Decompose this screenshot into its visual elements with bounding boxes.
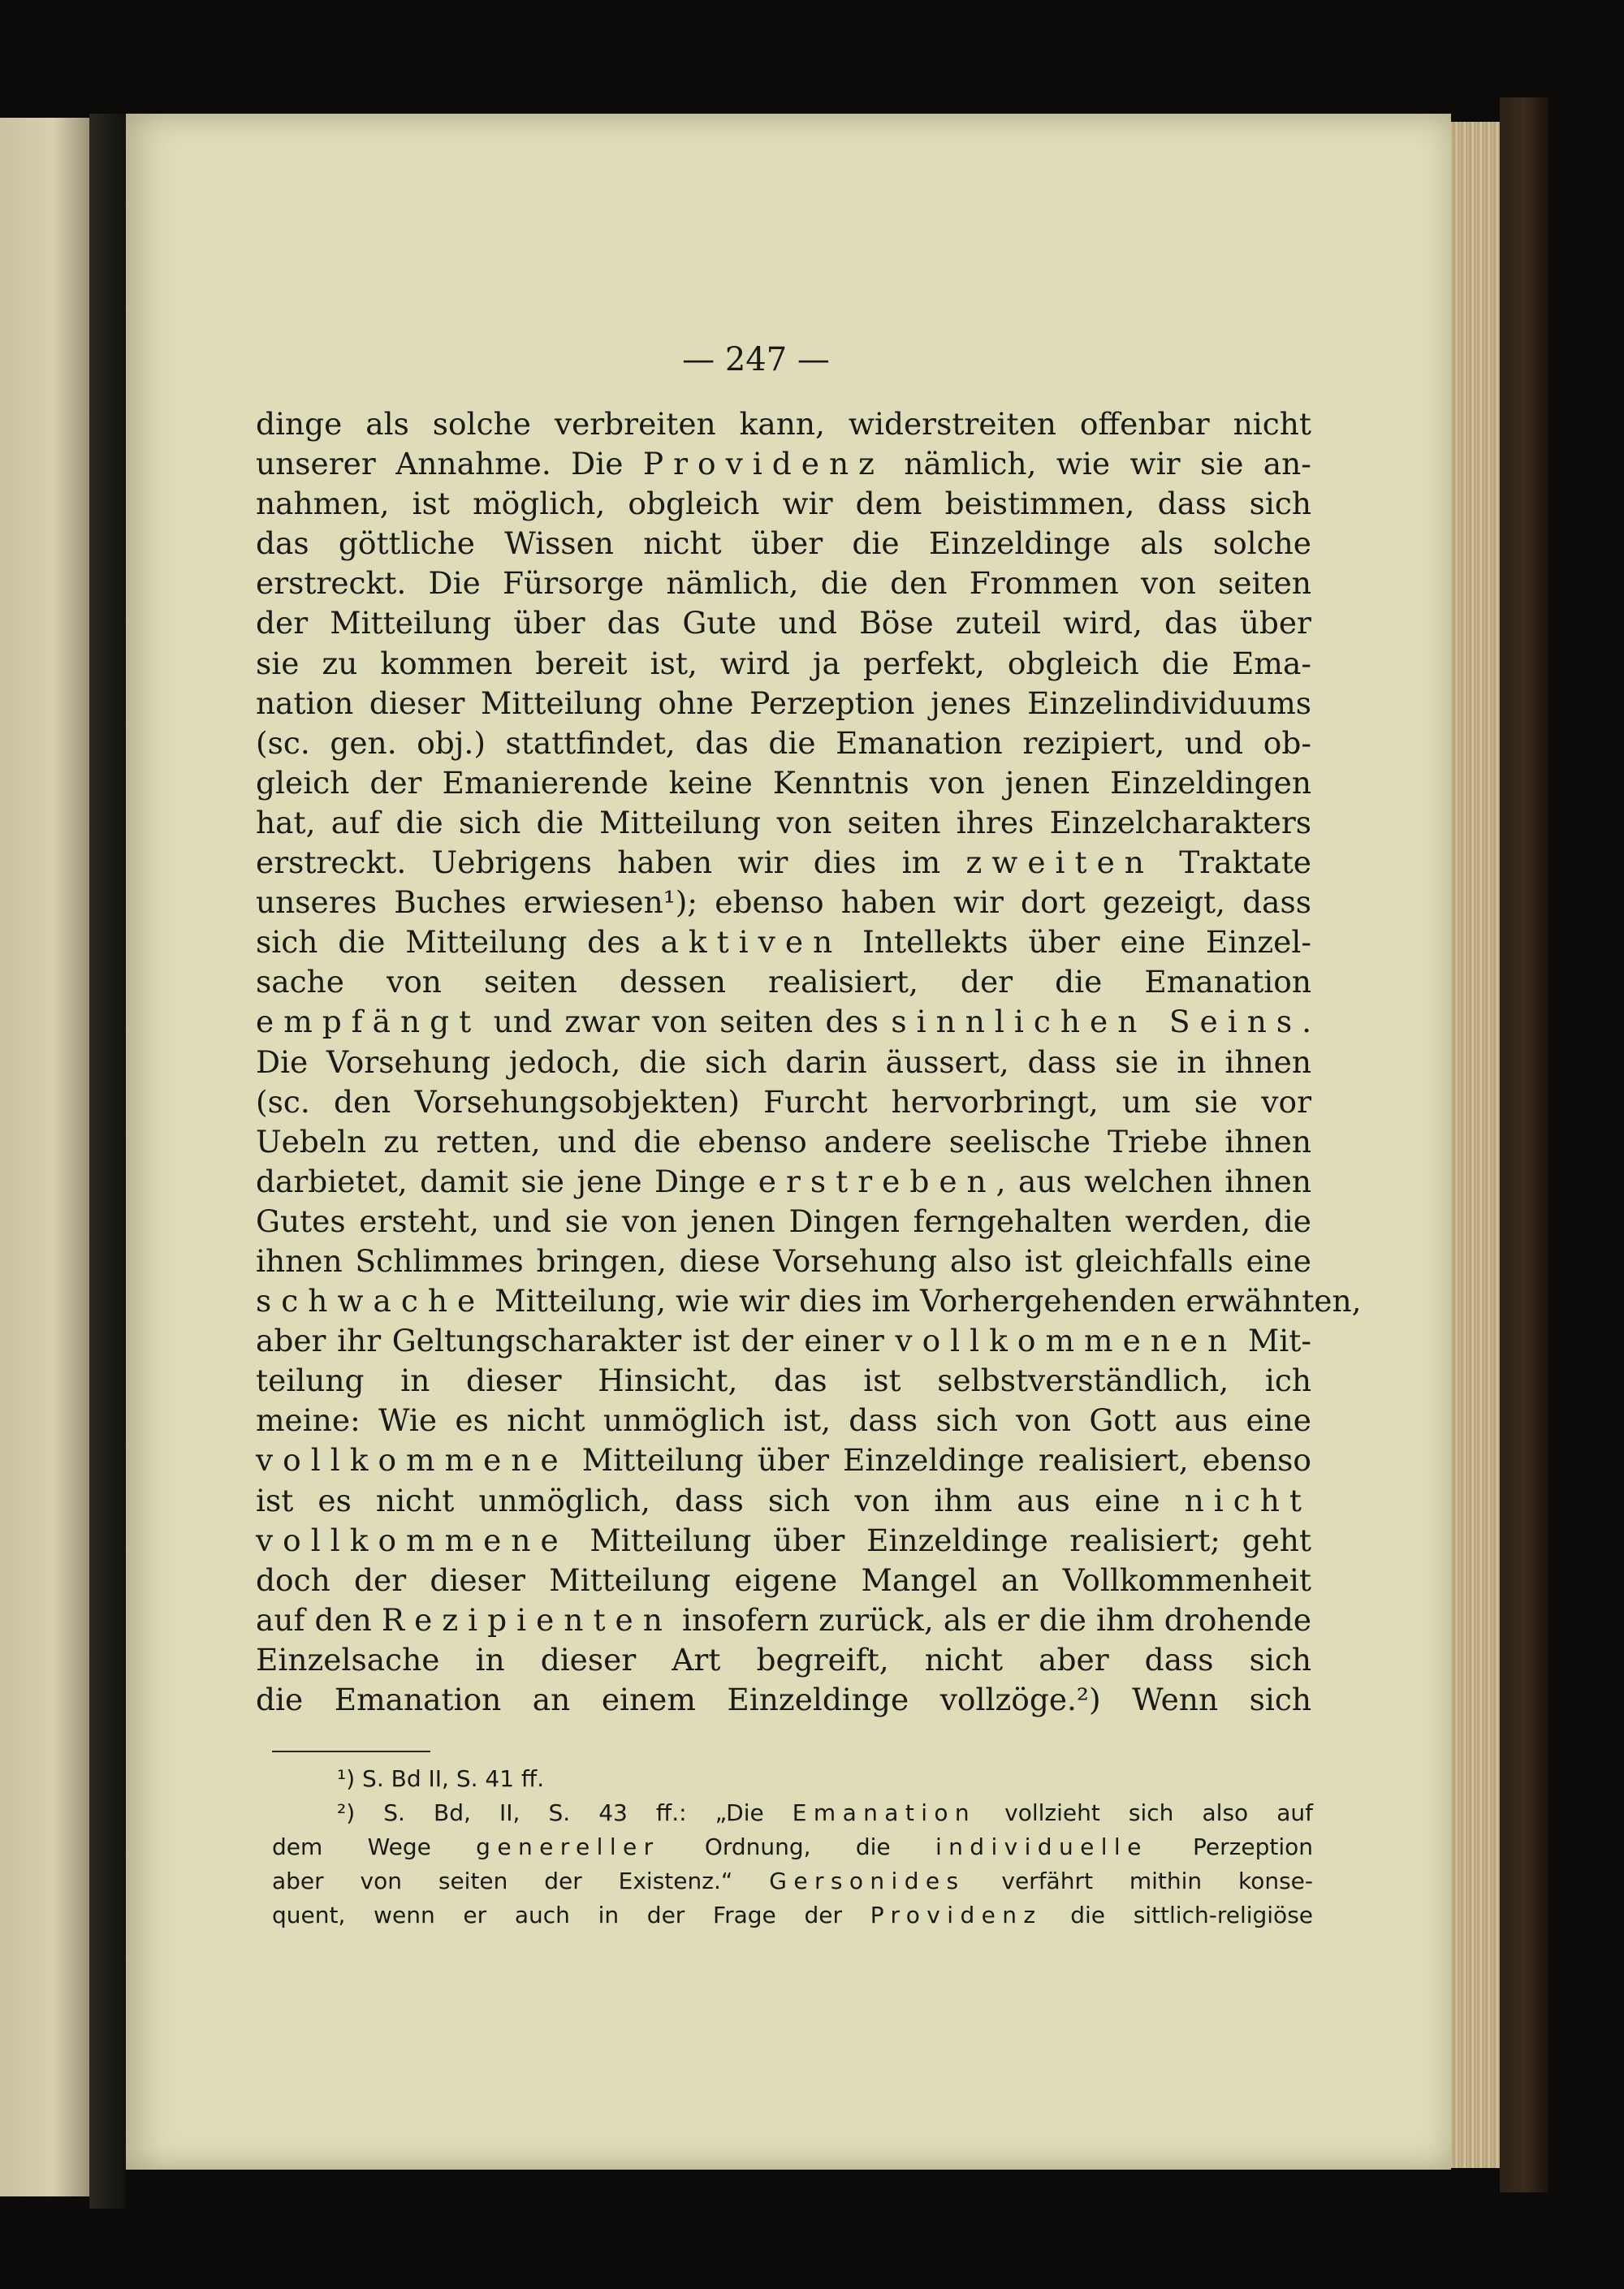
- body-line: darbietet, damit sie jene Dinge erstreben, aus welchen ihnen: [256, 1163, 1311, 1199]
- book-gutter: [89, 114, 126, 2209]
- book-cover-edge: [1500, 97, 1548, 2192]
- body-line: sache von seiten dessen realisiert, der die Emanation: [256, 964, 1311, 1000]
- spaced-emphasis: Gersonides: [769, 1868, 965, 1894]
- body-line: empfängt und zwar von seiten des sinnlichen Seins.: [256, 1004, 1312, 1040]
- left-page-edge: [0, 118, 89, 2196]
- body-line: sie zu kommen bereit ist, wird ja perfekt, obgleich die Ema-: [256, 645, 1311, 681]
- page-stack-edges: [1451, 122, 1500, 2168]
- body-line: dinge als solche verbreiten kann, widerstreiten offenbar nicht: [256, 406, 1311, 442]
- spaced-emphasis: zweiten: [965, 844, 1154, 881]
- spaced-emphasis: schwache: [256, 1283, 486, 1319]
- spaced-emphasis: sinnlichen Seins: [891, 1004, 1302, 1040]
- body-line: schwache Mitteilung, wie wir dies im Vorhergehenden erwähnten,: [256, 1283, 1362, 1319]
- spaced-emphasis: individuelle: [935, 1833, 1148, 1860]
- body-line: der Mitteilung über das Gute und Böse zuteil wird, das über: [256, 605, 1311, 641]
- body-line: hat, auf die sich die Mitteilung von seiten ihres Einzelcharakters: [256, 804, 1311, 840]
- body-line: (sc. den Vorsehungsobjekten) Furcht hervorbringt, um sie vor: [256, 1083, 1311, 1120]
- spaced-emphasis: empfängt: [256, 1004, 482, 1040]
- body-line: aber ihr Geltungscharakter ist der einer vollkommenen Mit-: [256, 1323, 1311, 1359]
- body-line: meine: Wie es nicht unmöglich ist, dass sich von Gott aus eine: [256, 1402, 1311, 1439]
- body-line: sich die Mitteilung des aktiven Intellekts über eine Einzel-: [256, 924, 1311, 961]
- body-line: unseres Buches erwiesen¹); ebenso haben wir dort gezeigt, dass: [256, 884, 1311, 921]
- footnote-rule: [272, 1751, 430, 1752]
- body-line: unserer Annahme. Die Providenz nämlich, wie wir sie an-: [256, 446, 1311, 482]
- spaced-emphasis: vollkommene: [256, 1522, 568, 1558]
- body-line: vollkommene Mitteilung über Einzeldinge realisiert, ebenso: [256, 1442, 1311, 1479]
- footnotes: [272, 1762, 1313, 1933]
- spaced-emphasis: vollkommene: [256, 1442, 568, 1479]
- footnote-line: quent, wenn er auch in der Frage der Providenz die sittlich-religiöse: [272, 1902, 1314, 1928]
- spaced-emphasis: vollkommenen: [895, 1323, 1237, 1359]
- body-line: Uebeln zu retten, und die ebenso andere seelische Triebe ihnen: [256, 1123, 1311, 1160]
- spaced-emphasis: Providenz: [642, 446, 884, 482]
- body-line: doch der dieser Mitteilung eigene Mangel an Vollkommenheit: [256, 1561, 1311, 1598]
- spaced-emphasis: erstreben: [758, 1163, 996, 1199]
- footnote-line: dem Wege genereller Ordnung, die individuelle Perzeption: [272, 1833, 1313, 1860]
- body-line: das göttliche Wissen nicht über die Einzeldinge als solche: [256, 525, 1311, 562]
- footnote-line: ²) S. Bd, II, S. 43 ff.: „Die Emanation vollzieht sich also auf: [337, 1799, 1314, 1826]
- spaced-emphasis: nicht: [1184, 1482, 1311, 1518]
- spaced-emphasis: Emanation: [792, 1799, 977, 1826]
- body-line: Einzelsache in dieser Art begreift, nicht aber dass sich: [256, 1641, 1311, 1678]
- body-line: ist es nicht unmöglich, dass sich von ihm aus eine nicht: [256, 1482, 1311, 1518]
- body-line: (sc. gen. obj.) stattfindet, das die Emanation rezipiert, und ob-: [256, 724, 1311, 761]
- book-page: [126, 114, 1451, 2170]
- spaced-emphasis: Rezipienten: [381, 1601, 672, 1638]
- spaced-emphasis: Providenz: [870, 1902, 1043, 1928]
- body-line: Gutes ersteht, und sie von jenen Dingen ferngehalten werden, die: [256, 1203, 1311, 1239]
- spaced-emphasis: aktiven: [660, 924, 843, 961]
- body-text: [256, 404, 1362, 1720]
- body-line: erstreckt. Die Fürsorge nämlich, die den Frommen von seiten: [256, 565, 1311, 602]
- body-line: nahmen, ist möglich, obgleich wir dem beistimmen, dass sich: [256, 486, 1311, 522]
- body-line: erstreckt. Uebrigens haben wir dies im zweiten Traktate: [256, 844, 1311, 881]
- body-line: nation dieser Mitteilung ohne Perzeption jenes Einzelindividuums: [256, 685, 1311, 721]
- page-number: — 247 —: [682, 341, 830, 378]
- body-line: vollkommene Mitteilung über Einzeldinge realisiert; geht: [256, 1522, 1311, 1558]
- footnote-line: aber von seiten der Existenz.“ Gersonides verfährt mithin konse-: [272, 1868, 1314, 1894]
- footnote-line: ¹) S. Bd II, S. 41 ff.: [337, 1765, 545, 1792]
- body-line: gleich der Emanierende keine Kenntnis von jenen Einzeldingen: [256, 764, 1311, 801]
- body-line: Die Vorsehung jedoch, die sich darin äussert, dass sie in ihnen: [256, 1043, 1311, 1080]
- body-line: die Emanation an einem Einzeldinge vollzöge.²) Wenn sich: [256, 1682, 1311, 1717]
- body-line: auf den Rezipienten insofern zurück, als er die ihm drohende: [256, 1601, 1312, 1638]
- page-content: [126, 114, 1451, 2170]
- body-line: teilung in dieser Hinsicht, das ist selbstverständlich, ich: [256, 1363, 1311, 1399]
- spaced-emphasis: genereller: [476, 1833, 660, 1860]
- body-line: ihnen Schlimmes bringen, diese Vorsehung also ist gleichfalls eine: [256, 1242, 1311, 1279]
